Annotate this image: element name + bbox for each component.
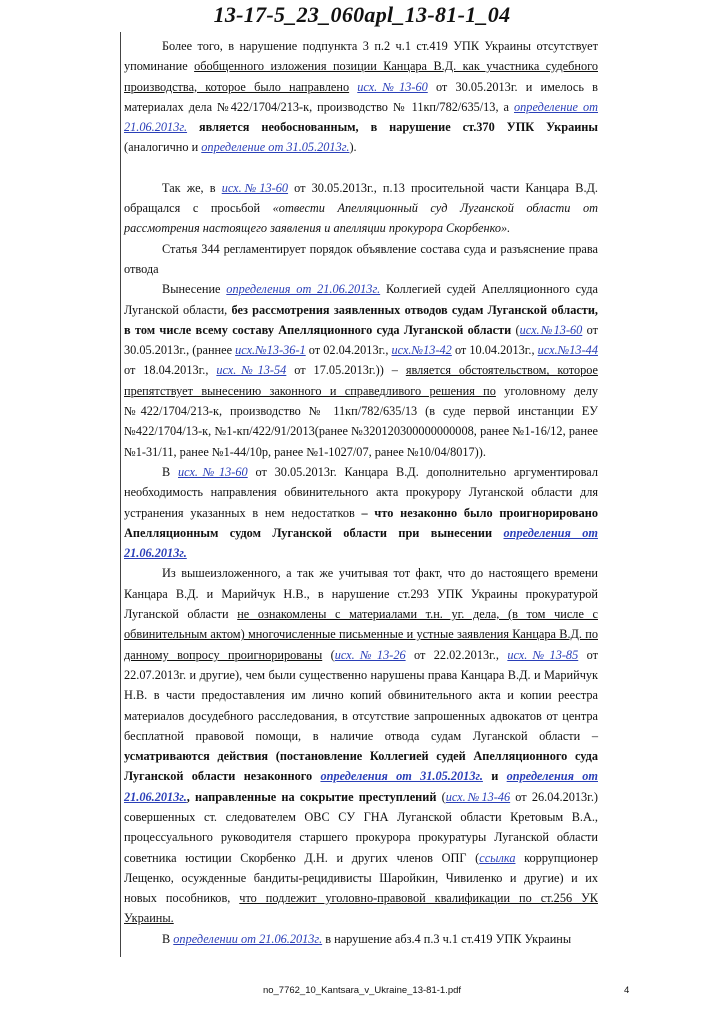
text: уголовному делу №422/1704/213-к, производство № 11кп/782/635/13 (в суде первой инстанции ЕУ №422/1704/13-к, №1-кп/422/91/2013(ранее №320120300000000008, ранее №1-16/12, ранее №1-31/11, ранее №1-44/10р, ранее №1-1027/07, ранее №10/04/8017)).: [124, 383, 598, 459]
underlined-text: что подлежит уголовно-правовой квалификации по ст.256 УК Украины.: [124, 891, 598, 926]
document-link[interactable]: исх.№13-60: [221, 180, 289, 195]
text: от 30.05.2013г., (раннее: [124, 322, 599, 358]
paragraph-5: [124, 462, 598, 563]
document-link[interactable]: определение от 31.05.2013г.: [201, 140, 350, 155]
paragraph-3: [124, 239, 598, 280]
document-link[interactable]: определения от 21.06.2013г.: [124, 769, 598, 804]
bold-text: – что незаконно было проигнорировано Апелляционным судом Луганской области при вынесении: [124, 505, 598, 540]
text: от 30.05.2013г. Канцара В.Д. дополнительно аргументировал необходимость направления обвинительного акта прокурору Луганской области для устранения указанных в нем недостатков: [124, 464, 598, 520]
bold-text: и: [482, 769, 507, 784]
paragraph-6: [124, 563, 598, 928]
document-link[interactable]: исх.№13-36-1: [235, 343, 306, 358]
document-link[interactable]: определения от 31.05.2013г.: [320, 769, 483, 784]
bold-text: без рассмотрения заявленных отводов судам Луганской области, в том числе всему составу Апелляционного суда Луганской области: [124, 302, 598, 337]
text: от 22.07.2013г. и другие), чем были существенно нарушены права Канцара В.Д. и Марийчук Н.В. в части предоставления им лично копий обвинительного акта и копии реестра материалов досудебного расследования, в отсутствие запрошенных адвокатов от центра бесплатной правовой помощи, в наличие отвода судам Луганской области –: [124, 647, 598, 743]
underlined-text: является обстоятельством, которое препятствует вынесению законного и справедливого решения по: [124, 363, 599, 398]
document-link[interactable]: определения от 21.06.2013г.: [124, 525, 598, 561]
document-link[interactable]: ссылка: [479, 850, 516, 865]
text: от 26.04.2013г.) совершенных ст. следователем ОВС СУ ГНА Луганской области Кретовым В.А., процессуального руководителя старшего прокурора прокуратуры Луганской области советника юстиции Скорбенко Д.Н. и других членов ОПГ (: [124, 789, 598, 865]
text: от 02.04.2013г.,: [305, 343, 392, 358]
paragraph-7: [124, 929, 598, 949]
document-link[interactable]: исх.№13-60: [178, 464, 248, 479]
text: Вынесение: [162, 282, 227, 297]
document-link[interactable]: определение от 21.06.2013г.: [124, 99, 598, 135]
text: от 10.04.2013г.,: [451, 343, 538, 358]
text: Коллегией судей Апелляционного суда Луганской области,: [124, 282, 599, 317]
document-link[interactable]: исх.№13-54: [216, 363, 287, 378]
document-link[interactable]: исх.№13-44: [537, 343, 598, 358]
text: Статья 344 регламентирует порядок объявление состава суда и разъяснение права отвода: [124, 241, 598, 276]
underlined-text: обобщенного изложения позиции Канцара В.Д. как участника судебного производства, которое было направлено: [124, 59, 598, 94]
document-header: 13-17-5_23_060apl_13-81-1_04: [213, 2, 511, 27]
document-link[interactable]: определения от 21.06.2013г.: [226, 282, 381, 297]
bold-text: является необоснованным, в нарушение ст.370 УПК Украины: [187, 120, 598, 135]
document-link[interactable]: исх.№13-60: [357, 79, 428, 94]
document-link[interactable]: исх.№13-26: [334, 647, 406, 662]
text: коррупционер Лещенко, осужденные бандиты-рецидивисты Шаройкин, Чивиленко и другие) и их новых пособников,: [124, 850, 599, 906]
underlined-text: не ознакомлены с материалами т.н. уг. дела, (в том числе с обвинительным актом) многочисленные письменные и устные заявления Канцара В.Д. по данному вопросу проигнорированы: [124, 607, 598, 662]
text: В: [162, 931, 174, 946]
document-link[interactable]: исх.№13-60: [519, 322, 583, 337]
bold-text: усматриваются действия (постановление Коллегией судей Апелляционного суда Луганской области незаконного: [124, 749, 598, 784]
text: В: [162, 464, 178, 479]
margin-line: [120, 32, 121, 957]
paragraph-gap: [124, 158, 598, 178]
text: от 30.05.2013г. и имелось в материалах дела №422/1704/213-к, производство № 11кп/782/635/13, а: [124, 79, 598, 114]
paragraph-4: [124, 279, 598, 462]
text: от 22.02.2013г.,: [405, 647, 508, 662]
text: от 30.05.2013г., п.13 просительной части Канцара В.Д. обращался с просьбой: [124, 180, 598, 216]
document-link[interactable]: определении от 21.06.2013г.: [173, 931, 323, 946]
italic-quote: «отвести Апелляционный суд Луганской области от рассмотрения настоящего заявления и апелляции прокурора Скорбенко».: [124, 201, 598, 236]
text: Так же, в: [162, 180, 222, 195]
text: Из вышеизложенного, а так же учитывая тот факт, что до настоящего времени Канцара В.Д. и Марийчук Н.В., в нарушение ст.293 УПК Украины прокуратурой Луганской области: [124, 566, 598, 622]
document-link[interactable]: исх.№13-85: [507, 647, 579, 662]
footer-filename: no_7762_10_Kantsara_v_Ukraine_13-81-1.pdf: [262, 985, 462, 996]
paragraph-2: [124, 178, 598, 239]
text: от 18.04.2013г.,: [124, 363, 217, 378]
text: (аналогично и: [124, 140, 202, 155]
text: ).: [349, 140, 357, 155]
text: (: [511, 322, 520, 337]
document-body: [124, 36, 598, 949]
text: (: [436, 789, 446, 804]
text: от 17.05.2013г.)) –: [286, 363, 406, 378]
bold-text: , направленные на сокрытие преступлений: [186, 789, 437, 804]
text: (: [322, 647, 335, 662]
document-link[interactable]: исх.№13-42: [391, 343, 452, 358]
text: Более того, в нарушение подпункта 3 п.2 ч.1 ст.419 УПК Украины отсутствует упоминание: [124, 39, 598, 74]
page-number: 4: [624, 985, 630, 996]
document-link[interactable]: исх.№13-46: [445, 789, 511, 804]
paragraph-1: [124, 36, 598, 158]
text: в нарушение абз.4 п.3 ч.1 ст.419 УПК Украины: [322, 931, 572, 946]
